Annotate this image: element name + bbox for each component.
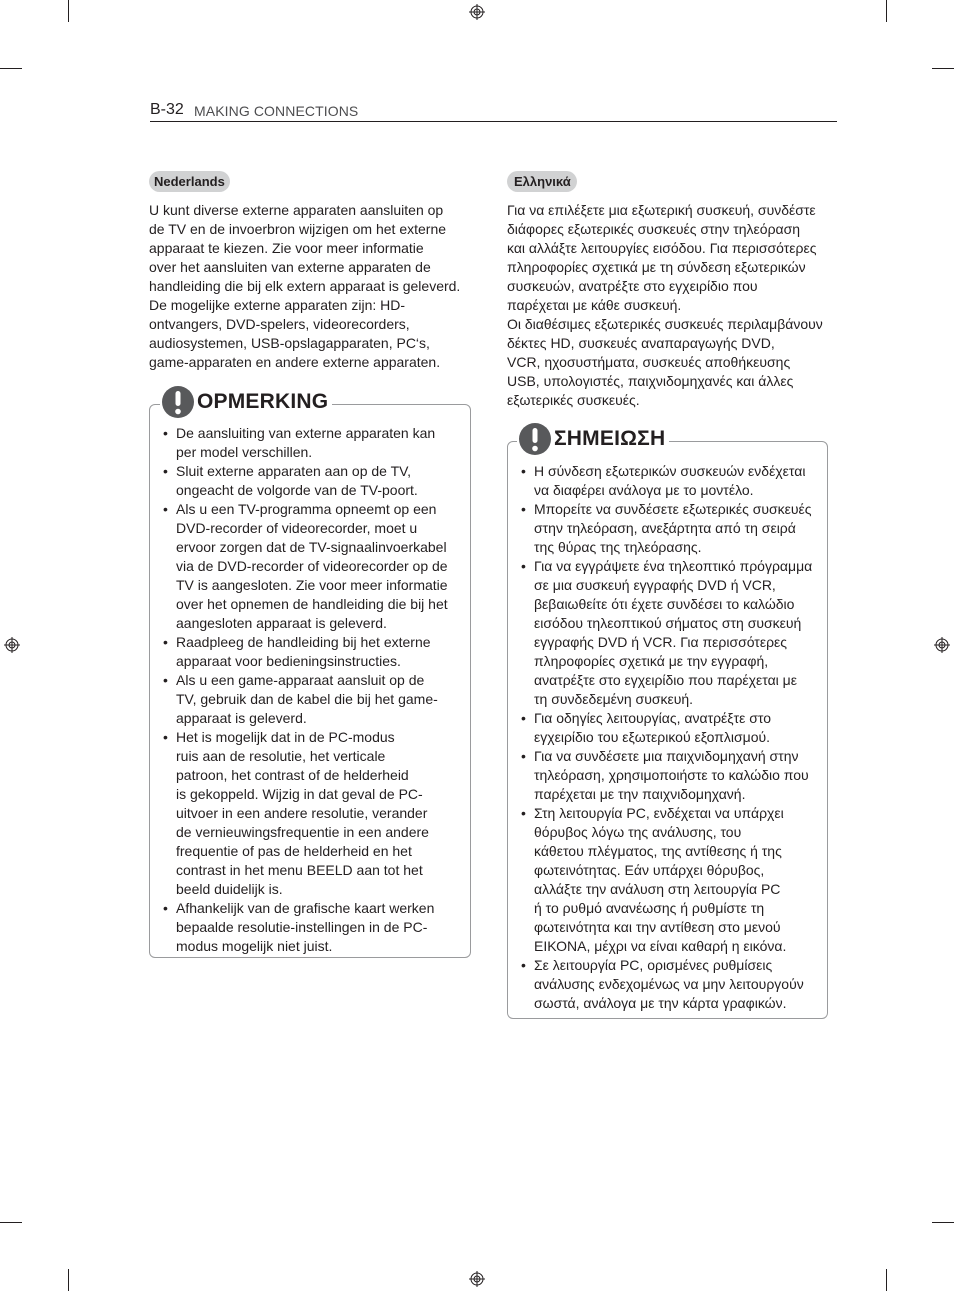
note-list-el <box>521 462 821 1013</box>
list-item: • Για να εγγράψετε ένα τηλεοπτικό πρόγραμμα σε μια συσκευή εγγραφής DVD ή VCR, βεβαιωθείτε ότι έχετε συνδέσει το καλώδιο εισόδου τηλεοπτικού σήματος στη συσκευή εγγραφής DVD ή VCR. Για περισσότερες πληροφορίες σχετικά με την εγγραφή, ανατρέξτε στο εγχειρίδιο που παρέχεται με τη συνδεδεμένη συσκευή. <box>521 557 821 709</box>
page-header <box>150 100 837 122</box>
note-title-nl: OPMERKING <box>197 390 329 413</box>
language-badge-greek: Ελληνικά <box>507 171 577 192</box>
section-title: MAKING CONNECTIONS <box>194 103 359 119</box>
note-box-nl <box>149 404 471 958</box>
language-badge-nederlands: Nederlands <box>149 171 230 192</box>
note-box-el <box>507 441 828 1019</box>
list-item: • Het is mogelijk dat in de PC-modus ruis aan de resolutie, het verticale patroon, het contrast of de helderheid is gekoppeld. Wijzig in dat geval de PC- uitvoer in een andere resolutie, verander de vernieuwingsfrequentie in een andere frequentie of pas de helderheid en het contrast in het menu BEELD aan tot het beeld duidelijk is. <box>163 728 463 899</box>
note-heading-nl <box>160 386 332 418</box>
crop-mark <box>0 68 22 69</box>
crop-mark <box>0 1222 22 1223</box>
crop-mark <box>886 1269 887 1291</box>
list-item: • Als u een game-apparaat aansluit op de TV, gebruik dan de kabel die bij het game- apparaat is geleverd. <box>163 671 463 728</box>
list-item: • Als u een TV-programma opneemt op een DVD-recorder of videorecorder, moet u ervoor zorgen dat de TV-signaalinvoerkabel via de DVD-recorder of videorecorder op de TV is aangesloten. Zie voor meer informatie over het opnemen de handleiding die bij het aangesloten apparaat is geleverd. <box>163 500 463 633</box>
crop-mark <box>932 68 954 69</box>
list-item: • Raadpleeg de handleiding bij het externe apparaat voor bedieningsinstructies. <box>163 633 463 671</box>
intro-paragraph-nl: U kunt diverse externe apparaten aansluiten op de TV en de invoerbron wijzigen om het externe apparaat te kiezen. Zie voor meer informatie over het aansluiten van externe apparaten de handleiding die bij elk extern apparaat is geleverd. De mogelijke externe apparaten zijn: HD- ontvangers, DVD-spelers, videorecorders, audiosystemen, USB-opslagapparaten, PC‘s, game-apparaten en andere externe apparaten. <box>149 202 461 370</box>
list-item: • Η σύνδεση εξωτερικών συσκευών ενδέχεται να διαφέρει ανάλογα με το μοντέλο. <box>521 462 821 500</box>
list-item: • Σε λειτουργία PC, ορισμένες ρυθμίσεις ανάλυσης ενδεχομένως να μην λειτουργούν σωστά, ανάλογα με την κάρτα γραφικών. <box>521 956 821 1013</box>
registration-mark-icon <box>4 637 20 653</box>
note-list-nl <box>163 424 463 956</box>
list-item: • Για να συνδέσετε μια παιχνιδομηχανή στην τηλεόραση, χρησιμοποιήστε το καλώδιο που παρέχεται με την παιχνιδομηχανή. <box>521 747 821 804</box>
exclamation-icon <box>162 386 194 418</box>
crop-mark <box>886 0 887 22</box>
crop-mark <box>68 1269 69 1291</box>
list-item: • Afhankelijk van de grafische kaart werken bepaalde resolutie-instellingen in de PC- modus mogelijk niet juist. <box>163 899 463 956</box>
registration-mark-icon <box>469 4 485 20</box>
list-item: • Για οδηγίες λειτουργίας, ανατρέξτε στο εγχειρίδιο του εξωτερικού εξοπλισμού. <box>521 709 821 747</box>
page-number: B-32 <box>150 101 184 118</box>
list-item: • Sluit externe apparaten aan op de TV, ongeacht de volgorde van de TV-poort. <box>163 462 463 500</box>
list-item: • Μπορείτε να συνδέσετε εξωτερικές συσκευές στην τηλεόραση, ανεξάρτητα από τη σειρά της θύρας της τηλεόρασης. <box>521 500 821 557</box>
note-title-el: ΣΗΜΕΙΩΣΗ <box>554 427 666 450</box>
list-item: • Στη λειτουργία PC, ενδέχεται να υπάρχει θόρυβος λόγω της ανάλυσης, του κάθετου πλέγματος, της αντίθεσης ή της φωτεινότητας. Εάν υπάρχει θόρυβος, αλλάξτε την ανάλυση στη λειτουργία PC ή το ρυθμό ανανέωσης ή ρυθμίστε τη φωτεινότητα και την αντίθεση στο μενού ΕΙΚΟΝΑ, μέχρι να είναι καθαρή η εικόνα. <box>521 804 821 956</box>
crop-mark <box>68 0 69 22</box>
crop-mark <box>932 1222 954 1223</box>
registration-mark-icon <box>934 637 950 653</box>
intro-paragraph-el: Για να επιλέξετε μια εξωτερική συσκευή, συνδέστε διάφορες εξωτερικές συσκευές στην τηλεόραση και αλλάξτε λειτουργίες εισόδου. Για περισσότερες πληροφορίες σχετικά με τη σύνδεση εξωτερικών συσκευών, ανατρέξτε στο εγχειρίδιο που παρέχεται με κάθε συσκευή. Οι διαθέσιμες εξωτερικές συσκευές περιλαμβάνουν δέκτες HD, συσκευές αναπαραγωγής DVD, VCR, ηχοσυστήματα, συσκευές αποθήκευσης USB, υπολογιστές, παιχνιδομηχανές και άλλες εξωτερικές συσκευές. <box>507 202 823 408</box>
exclamation-icon <box>519 423 551 455</box>
note-heading-el <box>517 423 669 455</box>
list-item: • De aansluiting van externe apparaten kan per model verschillen. <box>163 424 463 462</box>
registration-mark-icon <box>469 1271 485 1287</box>
